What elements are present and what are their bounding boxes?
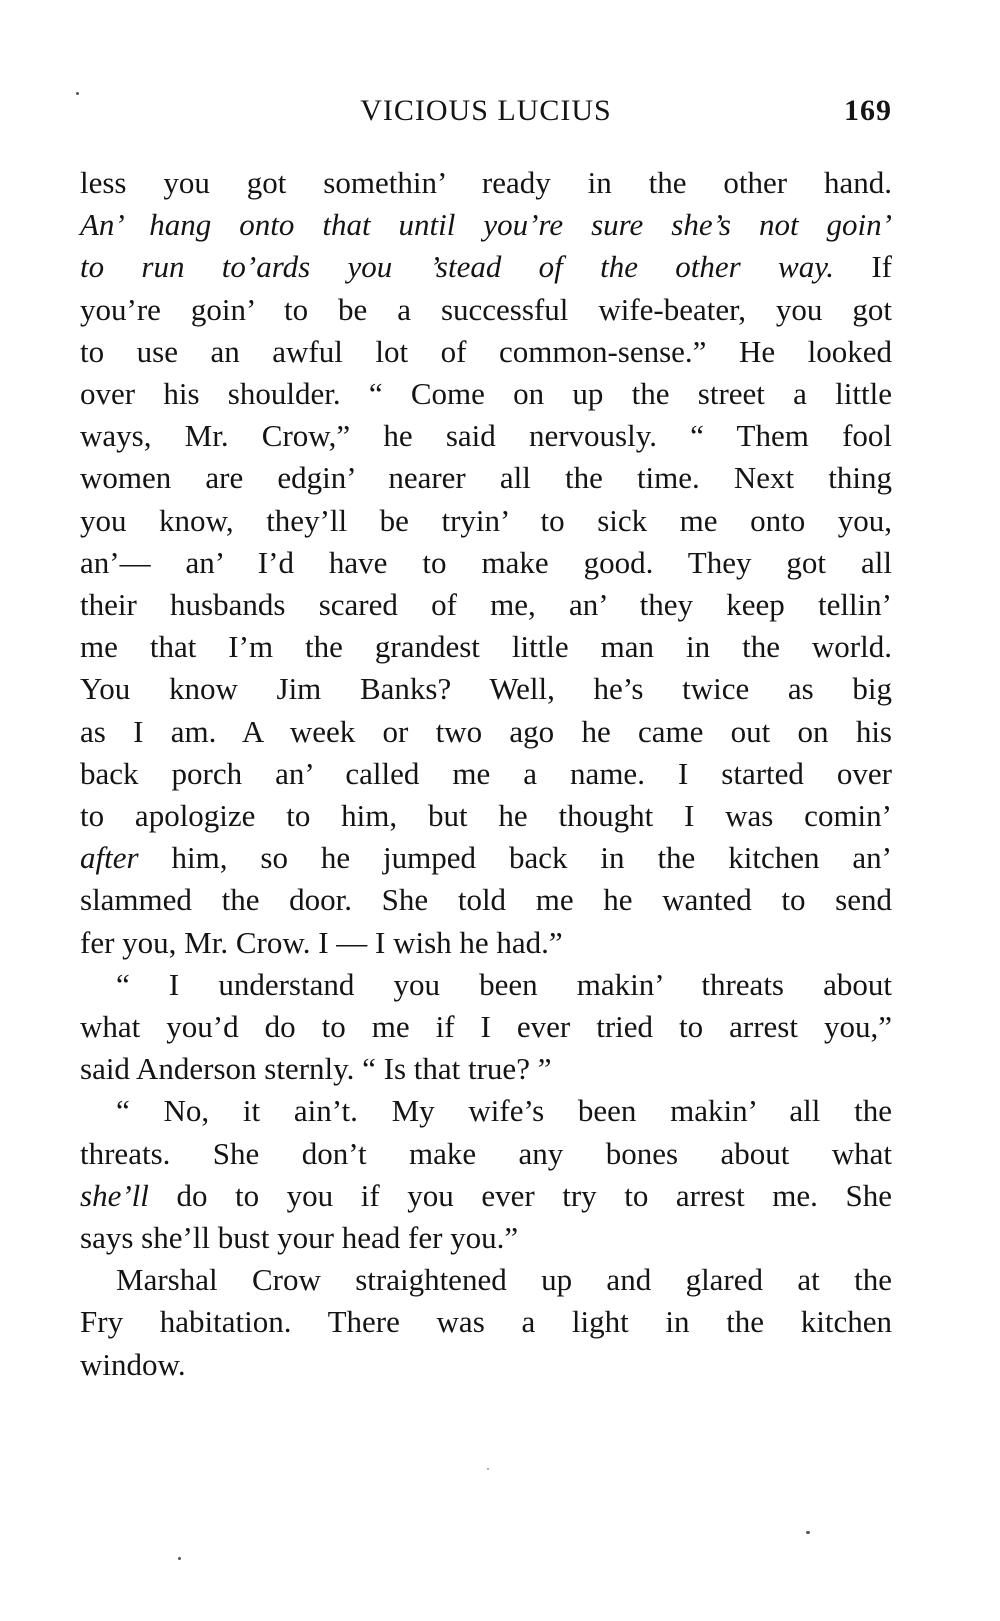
body-text (80, 162, 892, 1386)
text-line: you know, they’ll be tryin’ to sick me onto you, (80, 502, 892, 538)
text-line (80, 1175, 892, 1217)
text-line (80, 837, 892, 879)
italic-text: she’ll (80, 1177, 149, 1213)
italic-text: after (80, 840, 139, 876)
paragraph (80, 964, 892, 1091)
paragraph (80, 1090, 892, 1259)
text-line: said Anderson sternly. “ Is that true? ” (80, 1051, 552, 1087)
text-line: an’— an’ I’d have to make good. They got all (80, 544, 892, 580)
scan-speck (806, 1531, 810, 1534)
page-number: 169 (844, 94, 892, 127)
text-line: over his shoulder. “ Come on up the street a little (80, 376, 892, 412)
text-line: less you got somethin’ ready in the other hand. (80, 165, 892, 200)
running-title: VICIOUS LUCIUS (360, 94, 612, 127)
text-line: ways, Mr. Crow,” he said nervously. “ Them fool (80, 418, 892, 454)
italic-text: to run to’ards you ’stead of the other way. (80, 249, 835, 285)
text-line (80, 246, 892, 288)
text-line: slammed the door. She told me he wanted to send (80, 882, 892, 918)
italic-text: An’ hang onto that until you’re sure she’s not goin’ (80, 207, 892, 243)
text-line: threats. She don’t make any bones about what (80, 1135, 892, 1171)
text-line: as I am. A week or two ago he came out on his (80, 713, 892, 749)
text-line: to use an awful lot of common-sense.” He looked (80, 333, 892, 369)
text-fragment: him, so he jumped back in the kitchen an’ (138, 840, 892, 876)
text-fragment: If (834, 249, 892, 285)
text-line (80, 204, 892, 246)
text-line: women are edgin’ nearer all the time. Next thing (80, 460, 892, 496)
running-head (80, 94, 892, 138)
paragraph (80, 1259, 892, 1386)
text-line: fer you, Mr. Crow. I — I wish he had.” (80, 924, 563, 960)
scan-speck (487, 1468, 489, 1470)
text-line: their husbands scared of me, an’ they keep tellin’ (80, 587, 892, 623)
text-line: window. (80, 1346, 186, 1382)
text-line: Marshal Crow straightened up and glared at the (116, 1262, 892, 1298)
text-line: says she’ll bust your head fer you.” (80, 1220, 519, 1256)
text-line: Fry habitation. There was a light in the kitchen (80, 1304, 892, 1340)
paragraph (80, 162, 892, 964)
text-line: “ No, it ain’t. My wife’s been makin’ all the (116, 1093, 892, 1129)
text-fragment: do to you if you ever try to arrest me. She (148, 1177, 892, 1213)
text-line: what you’d do to me if I ever tried to arrest you,” (80, 1009, 892, 1045)
text-line: back porch an’ called me a name. I started over (80, 755, 892, 791)
text-line: me that I’m the grandest little man in the world. (80, 629, 892, 665)
text-line: to apologize to him, but he thought I was comin’ (80, 798, 892, 834)
scan-speck (76, 92, 79, 95)
text-line: you’re goin’ to be a successful wife-beater, you got (80, 291, 892, 327)
text-line: “ I understand you been makin’ threats about (116, 966, 892, 1002)
text-line: You know Jim Banks? Well, he’s twice as big (80, 671, 892, 707)
scan-speck (178, 1557, 181, 1560)
